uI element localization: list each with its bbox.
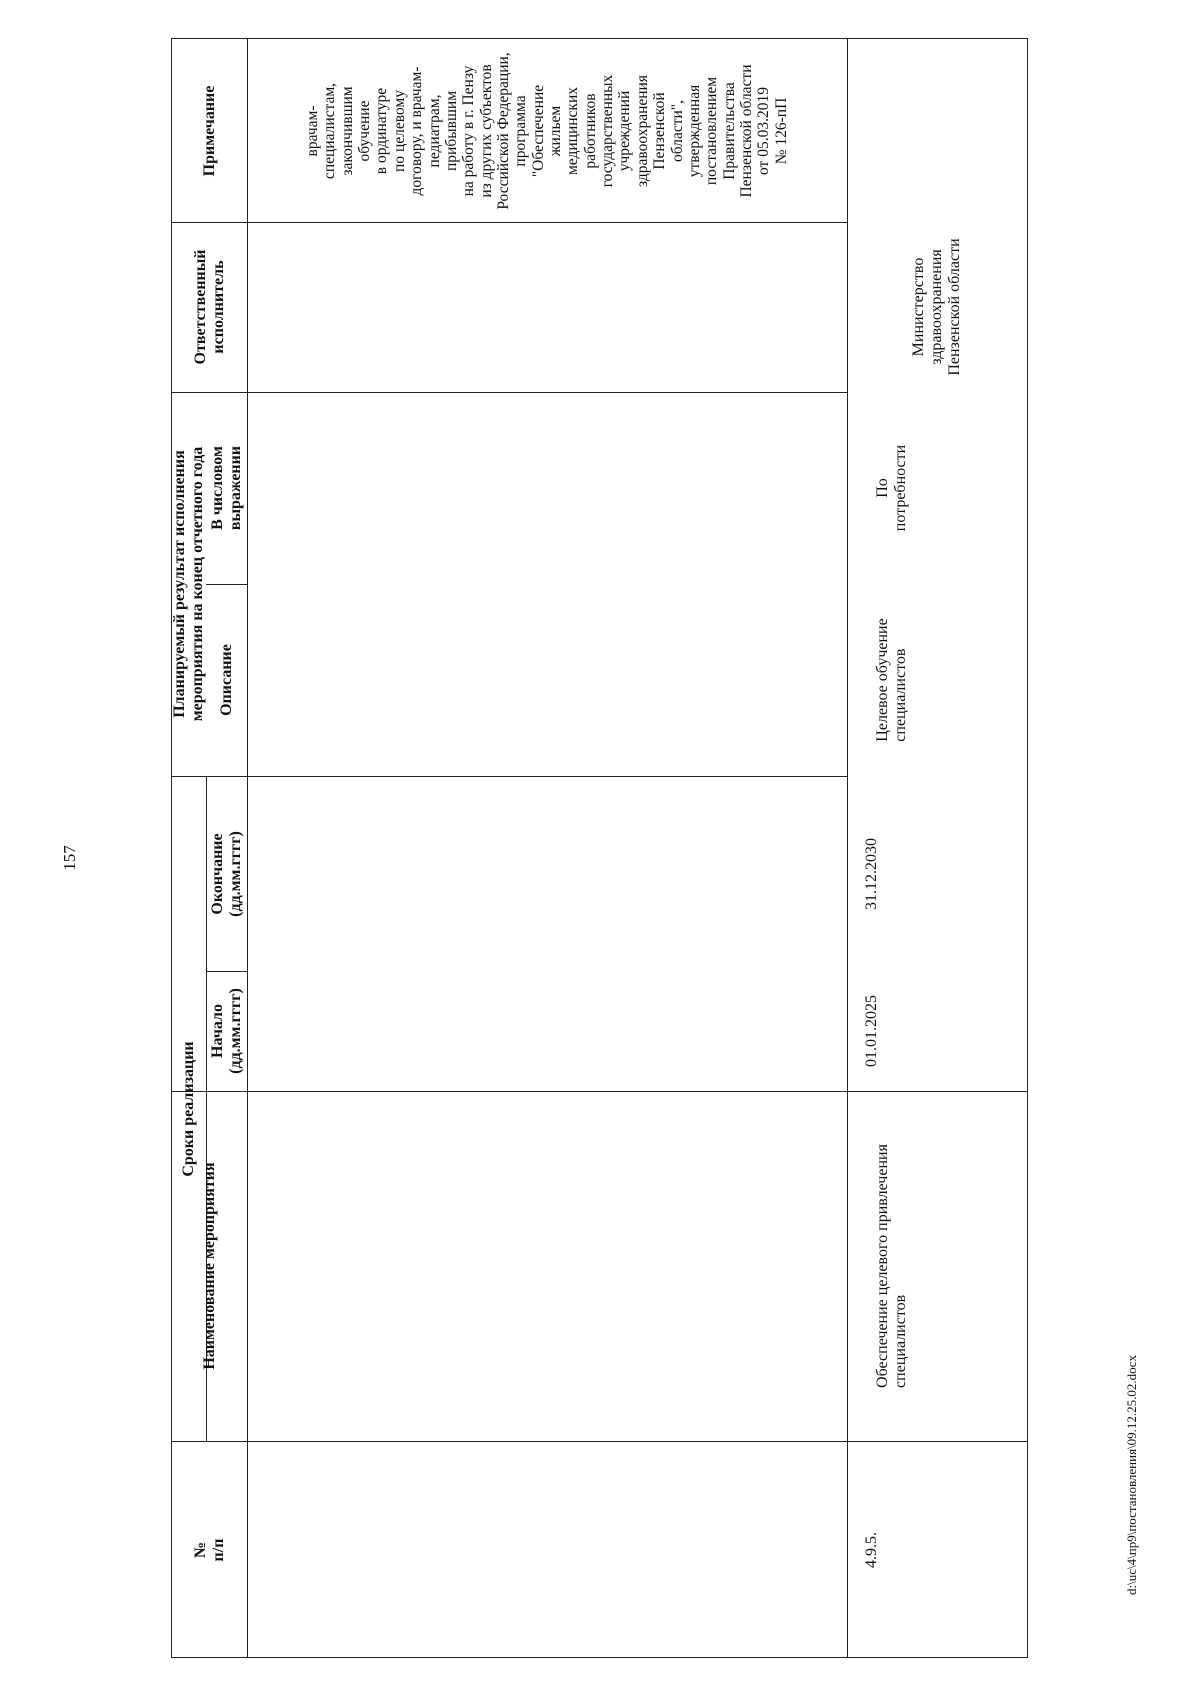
- header-number: № п/п: [191, 1538, 227, 1562]
- row-measure-name: Обеспечение целевого привлечения специалистов: [874, 1144, 909, 1388]
- header-measure-name: Наименование мероприятия: [200, 1162, 218, 1370]
- row-end-date: 31.12.2030: [863, 837, 881, 910]
- row-separator: [172, 222, 847, 223]
- continuation-note: врачам- специалистам, закончившим обучение в ординатуре по целевому договору, и врачам- педиатрам, прибывшим на работу в г. Пензу из других субъектов Российской Федерации, программа "Обеспечение жильем медицинских работников государственных учреждений здравоохранения Пензенской области", утвержденная постановлением Правительства Пензенской области от 05.03.2019 № 126-пП: [303, 51, 790, 210]
- row-description: Целевое обучение специалистов: [874, 618, 909, 742]
- column-separator: [247, 39, 248, 1657]
- header-description: Описание: [217, 644, 235, 716]
- row-numeric: По потребности: [874, 444, 909, 532]
- header-terms: Сроки реализации: [180, 1040, 198, 1177]
- row-separator: [172, 776, 847, 777]
- row-separator: [172, 1441, 1027, 1442]
- row-number: 4.9.5.: [863, 1532, 881, 1568]
- row-start-date: 01.01.2025: [863, 995, 881, 1067]
- row-responsible: Министерство здравоохранения Пензенской области: [910, 238, 963, 376]
- row-separator: [172, 392, 847, 393]
- header-numeric: В числовом выражении: [208, 445, 244, 531]
- measures-table: [171, 38, 1028, 1658]
- header-start: Начало (дд.мм.гггг): [208, 988, 244, 1074]
- header-responsible: Ответственный исполнитель: [191, 249, 227, 365]
- header-planned-result: Планируемый результат исполнения мероприятия на конец отчетного года: [171, 446, 206, 722]
- footer-file-path: d:\uc\4\пр9\постановления\09.12.25.02.docx: [1124, 1355, 1139, 1595]
- page-number: 157: [60, 845, 79, 871]
- header-end: Окончание (дд.мм.гггг): [208, 830, 244, 917]
- header-note: Примечание: [200, 85, 218, 176]
